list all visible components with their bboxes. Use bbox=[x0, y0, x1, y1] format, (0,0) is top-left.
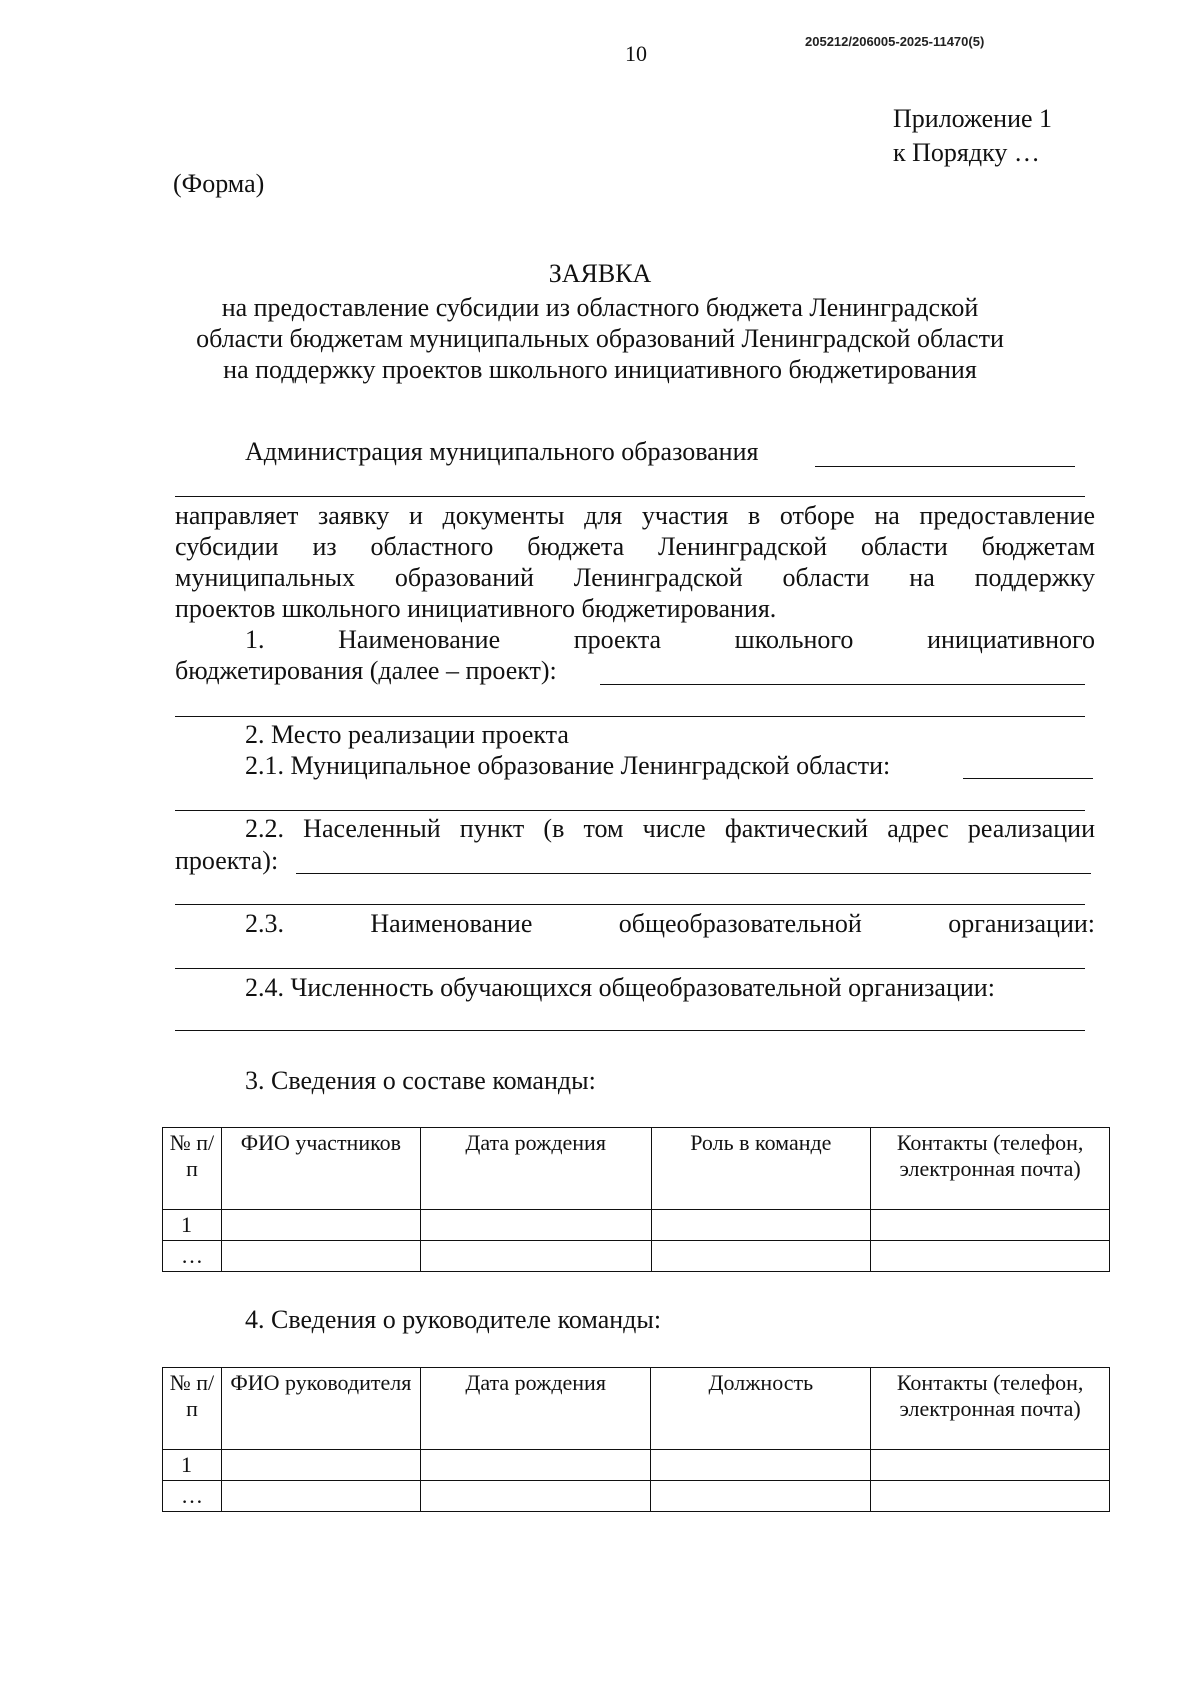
cell-contacts[interactable] bbox=[871, 1241, 1110, 1272]
organization-line[interactable] bbox=[175, 968, 1085, 969]
header-contacts: Контакты (телефон, электронная почта) bbox=[871, 1128, 1110, 1210]
cell-birth-date[interactable] bbox=[420, 1481, 651, 1512]
cell-fio[interactable] bbox=[221, 1450, 420, 1481]
cell-role[interactable] bbox=[651, 1241, 871, 1272]
municipality-line[interactable] bbox=[963, 778, 1093, 779]
page-number: 10 bbox=[625, 41, 647, 66]
header-fio: ФИО участников bbox=[221, 1128, 420, 1210]
municipality-line-2[interactable] bbox=[175, 810, 1085, 811]
cell-position[interactable] bbox=[651, 1450, 871, 1481]
item-2-2-line-1: 2.2. Населенный пункт (в том числе фактический адрес реализации bbox=[245, 814, 1095, 843]
cell-role[interactable] bbox=[651, 1210, 871, 1241]
admin-fill-line-2[interactable] bbox=[175, 496, 1085, 497]
item-2-2-line-2: проекта): bbox=[175, 846, 279, 875]
settlement-line[interactable] bbox=[296, 873, 1091, 874]
intro-line-1: направляет заявку и документы для участия в отборе на предоставление bbox=[175, 501, 1095, 530]
item-2: 2. Место реализации проекта bbox=[245, 720, 569, 749]
admin-label: Администрация муниципального образования bbox=[245, 437, 759, 466]
header-role: Роль в команде bbox=[651, 1128, 871, 1210]
header-birth-date: Дата рождения bbox=[420, 1128, 651, 1210]
title-line-3: на поддержку проектов школьного инициативного бюджетирования bbox=[223, 355, 977, 384]
team-table bbox=[162, 1127, 1110, 1272]
cell-fio[interactable] bbox=[221, 1481, 420, 1512]
project-name-line-2[interactable] bbox=[175, 716, 1085, 717]
item-3: 3. Сведения о составе команды: bbox=[245, 1066, 596, 1095]
cell-contacts[interactable] bbox=[871, 1210, 1110, 1241]
appendix-reference: к Порядку … bbox=[893, 138, 1040, 167]
document-title: ЗАЯВКА bbox=[548, 259, 652, 288]
intro-line-4: проектов школьного инициативного бюджетирования. bbox=[175, 594, 777, 623]
cell-fio[interactable] bbox=[221, 1210, 420, 1241]
document-code: 205212/206005-2025-11470(5) bbox=[805, 34, 985, 49]
item-1-line-2: бюджетирования (далее – проект): bbox=[175, 656, 557, 685]
students-count-line[interactable] bbox=[175, 1030, 1085, 1031]
settlement-line-2[interactable] bbox=[175, 904, 1085, 905]
item-2-4: 2.4. Численность обучающихся общеобразовательной организации: bbox=[245, 973, 995, 1002]
cell-birth-date[interactable] bbox=[420, 1210, 651, 1241]
row-number: 1 bbox=[163, 1450, 222, 1481]
header-fio: ФИО руководителя bbox=[221, 1368, 420, 1450]
cell-contacts[interactable] bbox=[871, 1481, 1110, 1512]
table-row bbox=[163, 1481, 1110, 1512]
form-label: (Форма) bbox=[173, 169, 265, 198]
header-number: № п/п bbox=[163, 1368, 222, 1450]
row-number: 1 bbox=[163, 1210, 222, 1241]
table-row bbox=[163, 1210, 1110, 1241]
header-birth-date: Дата рождения bbox=[420, 1368, 651, 1450]
cell-contacts[interactable] bbox=[871, 1450, 1110, 1481]
admin-fill-line[interactable] bbox=[815, 466, 1075, 467]
team-table-header bbox=[163, 1128, 1110, 1210]
title-line-2: области бюджетам муниципальных образований Ленинградской области bbox=[196, 324, 1004, 353]
item-2-3: 2.3. Наименование общеобразовательной организации: bbox=[245, 909, 1095, 938]
leader-table-header bbox=[163, 1368, 1110, 1450]
intro-line-3: муниципальных образований Ленинградской области на поддержку bbox=[175, 563, 1095, 592]
cell-birth-date[interactable] bbox=[420, 1450, 651, 1481]
cell-position[interactable] bbox=[651, 1481, 871, 1512]
header-contacts: Контакты (телефон, электронная почта) bbox=[871, 1368, 1110, 1450]
item-4: 4. Сведения о руководителе команды: bbox=[245, 1305, 662, 1334]
cell-birth-date[interactable] bbox=[420, 1241, 651, 1272]
row-number: … bbox=[163, 1481, 222, 1512]
header-position: Должность bbox=[651, 1368, 871, 1450]
title-line-1: на предоставление субсидии из областного бюджета Ленинградской bbox=[221, 293, 979, 322]
appendix-title: Приложение 1 bbox=[893, 104, 1053, 133]
item-1-line-1: 1. Наименование проекта школьного инициативного bbox=[245, 625, 1095, 654]
leader-table bbox=[162, 1367, 1110, 1512]
intro-line-2: субсидии из областного бюджета Ленинградской области бюджетам bbox=[175, 532, 1095, 561]
item-2-1: 2.1. Муниципальное образование Ленинградской области: bbox=[245, 751, 891, 780]
table-row bbox=[163, 1241, 1110, 1272]
cell-fio[interactable] bbox=[221, 1241, 420, 1272]
table-row bbox=[163, 1450, 1110, 1481]
row-number: … bbox=[163, 1241, 222, 1272]
header-number: № п/п bbox=[163, 1128, 222, 1210]
project-name-line[interactable] bbox=[600, 684, 1085, 685]
